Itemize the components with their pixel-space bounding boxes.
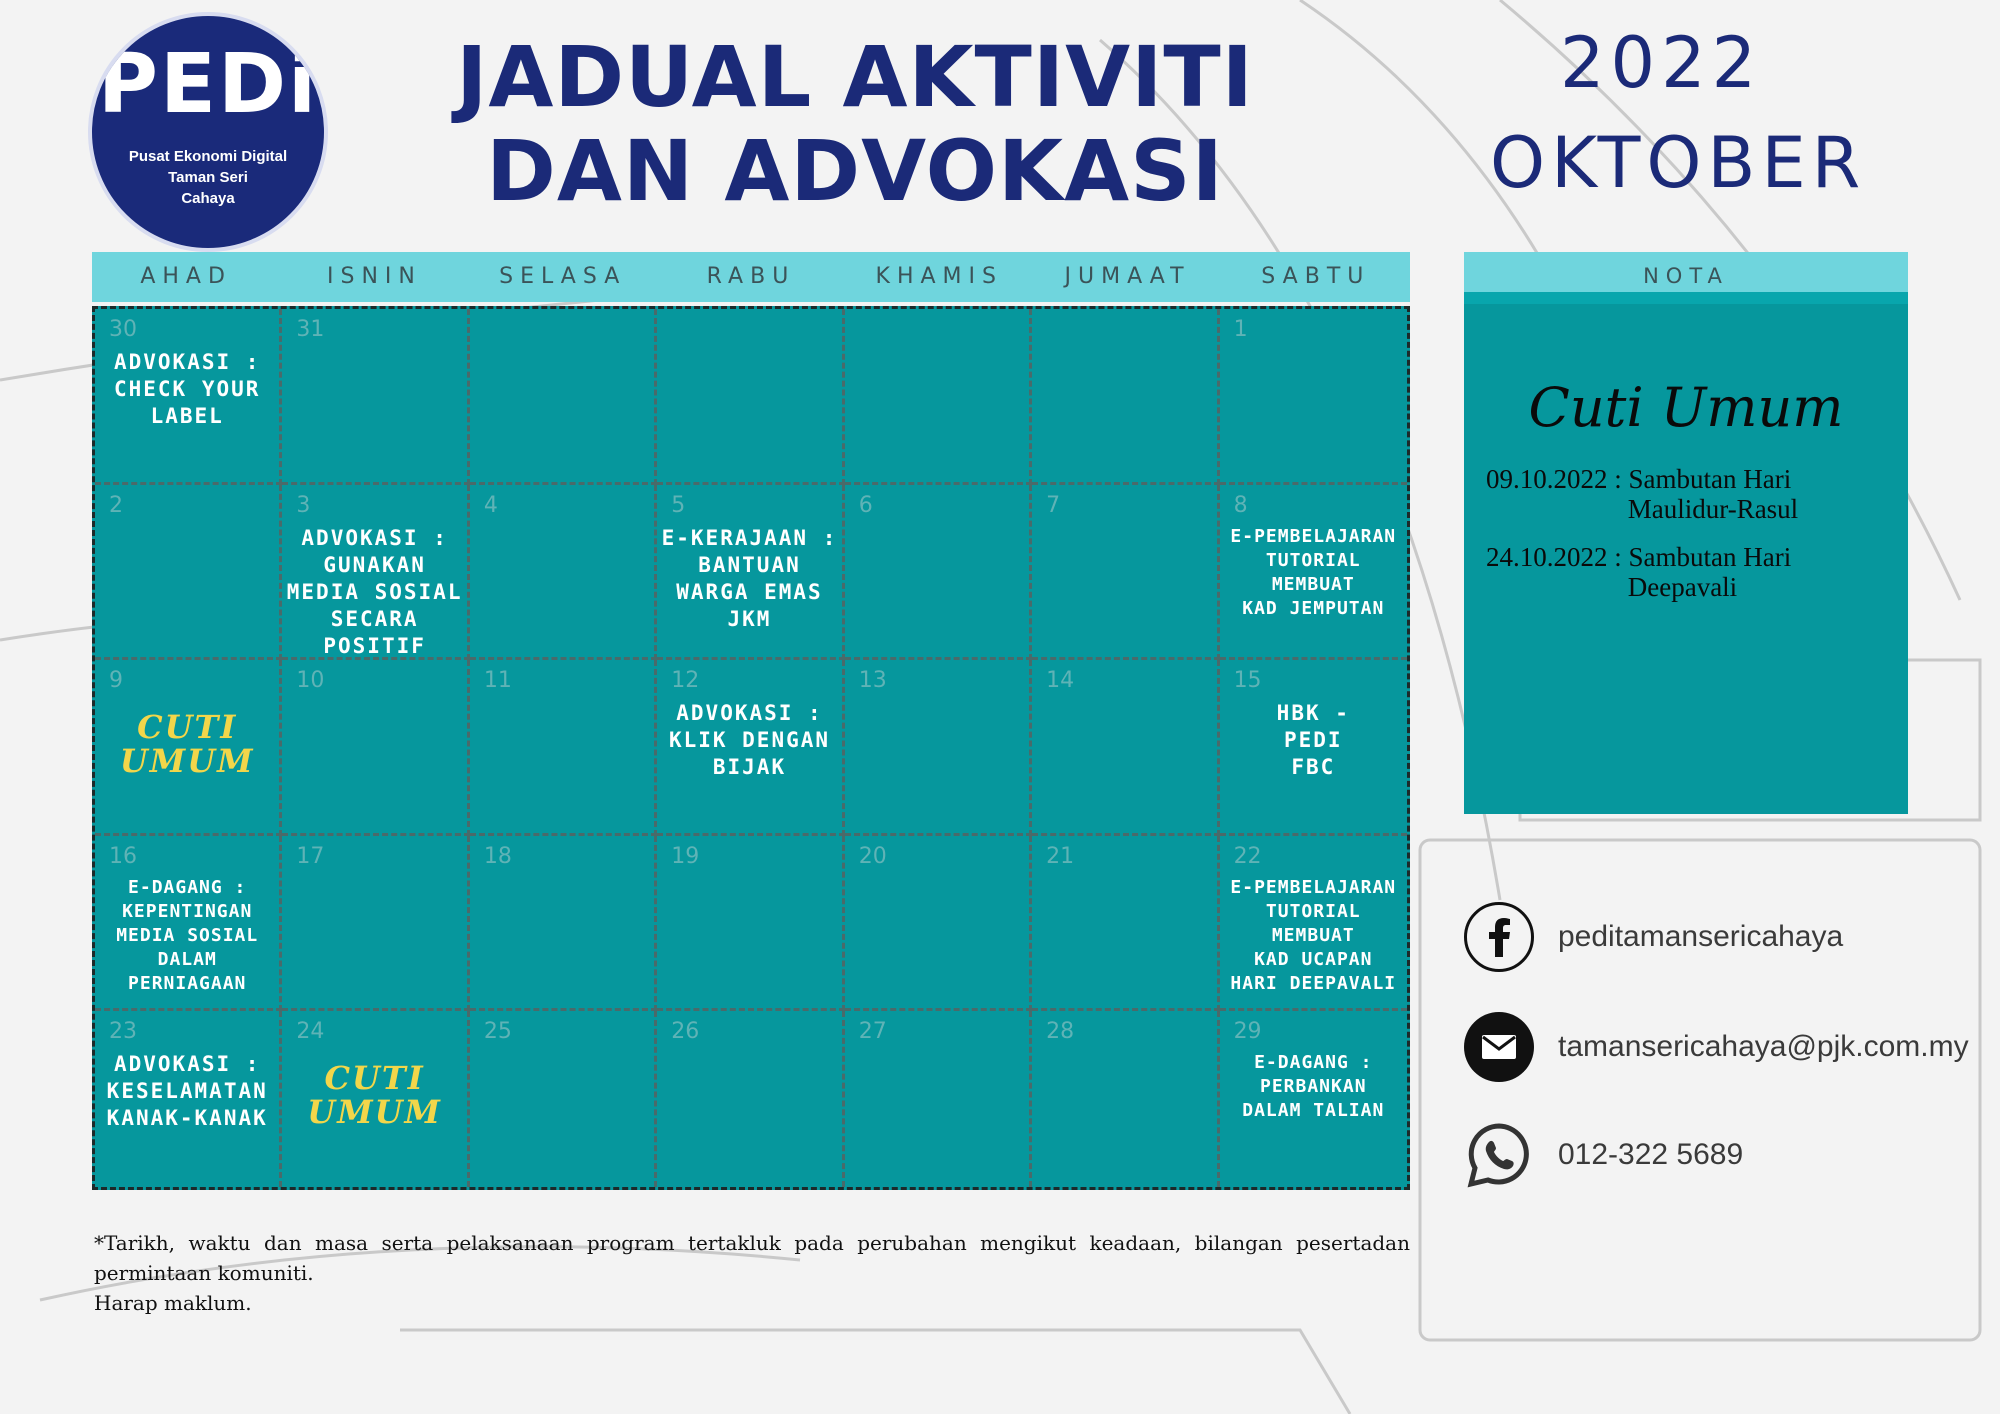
weekday-khamis: KHAMIS bbox=[875, 264, 1003, 289]
calendar-day-cell bbox=[657, 836, 844, 1012]
calendar-day-cell bbox=[470, 1011, 657, 1187]
logo-wordmark: PEDi bbox=[97, 37, 319, 132]
day-number: 13 bbox=[858, 668, 887, 694]
calendar-day-cell bbox=[845, 836, 1032, 1012]
calendar-day-cell bbox=[282, 309, 469, 485]
public-holiday-label: CUTI UMUM bbox=[307, 1059, 442, 1132]
activity-label: E-PEMBELAJARAN TUTORIAL MEMBUAT KAD JEMPUTAN bbox=[1230, 525, 1397, 619]
disclaimer-text: *Tarikh, waktu dan masa serta pelaksanaan program tertakluk pada perubahan mengikut keadaan, bilangan pesertadan permintaan komuniti. bbox=[94, 1231, 1410, 1285]
day-number: 21 bbox=[1046, 843, 1075, 869]
day-number: 29 bbox=[1233, 1019, 1262, 1045]
calendar-day-cell bbox=[657, 309, 844, 485]
calendar-day-cell bbox=[657, 1011, 844, 1187]
calendar-day-cell bbox=[1220, 660, 1407, 836]
logo-line-1: Pusat Ekonomi Digital bbox=[128, 148, 288, 165]
activity-label: ADVOKASI : KLIK DENGAN BIJAK bbox=[668, 701, 831, 780]
activity-label: E-PEMBELAJARAN TUTORIAL MEMBUAT KAD UCAPAN HARI DEEPAVALI bbox=[1230, 876, 1397, 994]
day-number: 7 bbox=[1046, 492, 1061, 518]
day-number: 1 bbox=[1233, 317, 1248, 342]
calendar-day-cell bbox=[845, 485, 1032, 661]
day-number: 2 bbox=[109, 492, 123, 518]
weekday-jumaat: JUMAAT bbox=[1064, 264, 1191, 289]
day-number: 3 bbox=[296, 492, 311, 518]
day-number: 4 bbox=[483, 492, 498, 518]
calendar-day-cell bbox=[1220, 1011, 1407, 1187]
page-title: JADUAL AKTIVITI DAN ADVOKASI bbox=[456, 28, 1254, 220]
holiday-note-2: 24.10.2022 : Sambutan Hari Deepavali bbox=[1486, 542, 1792, 602]
day-number: 10 bbox=[296, 668, 325, 694]
weekday-header bbox=[92, 252, 1410, 302]
calendar-day-cell bbox=[95, 660, 282, 836]
day-number: 8 bbox=[1233, 492, 1248, 518]
day-number: 30 bbox=[109, 317, 137, 342]
calendar-day-cell bbox=[845, 1011, 1032, 1187]
year-label: 2022 bbox=[1560, 22, 1763, 104]
day-number: 15 bbox=[1233, 668, 1262, 694]
calendar-day-cell bbox=[657, 660, 844, 836]
calendar-day-cell bbox=[282, 1011, 469, 1187]
day-number: 26 bbox=[671, 1019, 700, 1045]
day-number: 31 bbox=[296, 317, 325, 342]
calendar-day-cell bbox=[657, 485, 844, 661]
pedi-logo bbox=[88, 12, 328, 252]
activity-label: E-KERAJAAN : BANTUAN WARGA EMAS JKM bbox=[661, 525, 838, 631]
contact-phone[interactable] bbox=[1464, 1120, 1743, 1190]
calendar-day-cell bbox=[470, 836, 657, 1012]
weekday-rabu: RABU bbox=[706, 264, 796, 289]
whatsapp-icon bbox=[1464, 1120, 1534, 1190]
calendar-day-cell bbox=[470, 485, 657, 661]
activity-label: E-DAGANG : KEPENTINGAN MEDIA SOSIAL DALAM PERNIAGAAN bbox=[116, 876, 259, 994]
day-number: 25 bbox=[483, 1019, 512, 1045]
activity-label: HBK - PEDI FBC bbox=[1276, 701, 1350, 780]
calendar-day-cell bbox=[1220, 485, 1407, 661]
day-number: 9 bbox=[109, 668, 123, 694]
activity-label: ADVOKASI : KESELAMATAN KANAK-KANAK bbox=[106, 1052, 268, 1131]
weekday-sabtu: SABTU bbox=[1261, 264, 1371, 289]
day-number: 24 bbox=[296, 1019, 325, 1045]
nota-title: Cuti Umum bbox=[1528, 376, 1844, 439]
calendar-day-cell bbox=[95, 1011, 282, 1187]
logo-line-3: Cahaya bbox=[181, 190, 235, 207]
calendar-day-cell bbox=[1032, 836, 1219, 1012]
footer-note bbox=[94, 1228, 1410, 1318]
calendar-grid bbox=[92, 306, 1410, 1190]
calendar-day-cell bbox=[282, 485, 469, 661]
logo-line-2: Taman Seri bbox=[168, 169, 248, 186]
day-number: 28 bbox=[1046, 1019, 1075, 1045]
day-number: 23 bbox=[109, 1019, 137, 1045]
day-number: 14 bbox=[1046, 668, 1075, 694]
nota-panel bbox=[1464, 292, 1908, 814]
activity-label: E-DAGANG : PERBANKAN DALAM TALIAN bbox=[1242, 1052, 1385, 1122]
day-number: 6 bbox=[858, 492, 873, 518]
calendar-day-cell bbox=[282, 660, 469, 836]
day-number: 18 bbox=[483, 843, 512, 869]
calendar-day-cell bbox=[282, 836, 469, 1012]
closing-text: Harap maklum. bbox=[94, 1291, 252, 1315]
calendar-day-cell bbox=[470, 309, 657, 485]
day-number: 17 bbox=[296, 843, 325, 869]
calendar-day-cell bbox=[845, 660, 1032, 836]
nota-header: NOTA bbox=[1464, 252, 1908, 292]
day-number: 22 bbox=[1233, 843, 1262, 869]
mail-icon bbox=[1464, 1012, 1534, 1082]
activity-label: ADVOKASI : CHECK YOUR LABEL bbox=[113, 350, 261, 428]
day-number: 5 bbox=[671, 492, 686, 518]
facebook-handle: peditamansericahaya bbox=[1558, 920, 1844, 953]
calendar-day-cell bbox=[1032, 309, 1219, 485]
email-address: tamansericahaya@pjk.com.my bbox=[1558, 1030, 1969, 1063]
calendar-day-cell bbox=[1220, 309, 1407, 485]
calendar-day-cell bbox=[1220, 836, 1407, 1012]
calendar-day-cell bbox=[845, 309, 1032, 485]
weekday-ahad: AHAD bbox=[140, 264, 232, 289]
day-number: 19 bbox=[671, 843, 700, 869]
phone-number: 012-322 5689 bbox=[1558, 1138, 1744, 1171]
calendar-day-cell bbox=[470, 660, 657, 836]
day-number: 12 bbox=[671, 668, 700, 694]
activity-label: ADVOKASI : GUNAKAN MEDIA SOSIAL SECARA POSITIF bbox=[286, 525, 463, 658]
public-holiday-label: CUTI UMUM bbox=[119, 708, 255, 781]
day-number: 20 bbox=[858, 843, 887, 869]
weekday-isnin: ISNIN bbox=[326, 264, 422, 289]
day-number: 27 bbox=[858, 1019, 887, 1045]
holiday-note-1: 09.10.2022 : Sambutan Hari Maulidur-Rasul bbox=[1486, 464, 1799, 524]
day-number: 16 bbox=[109, 843, 137, 869]
calendar-day-cell bbox=[1032, 485, 1219, 661]
calendar-day-cell bbox=[1032, 1011, 1219, 1187]
facebook-icon bbox=[1464, 902, 1534, 972]
contact-facebook[interactable] bbox=[1464, 902, 1843, 972]
weekday-selasa: SELASA bbox=[499, 264, 627, 289]
calendar-day-cell bbox=[1032, 660, 1219, 836]
contact-email[interactable] bbox=[1464, 1012, 1969, 1082]
calendar-day-cell bbox=[95, 485, 282, 661]
calendar-day-cell bbox=[95, 309, 282, 485]
calendar-day-cell bbox=[95, 836, 282, 1012]
month-label: OKTOBER bbox=[1490, 122, 1867, 204]
day-number: 11 bbox=[483, 668, 512, 694]
